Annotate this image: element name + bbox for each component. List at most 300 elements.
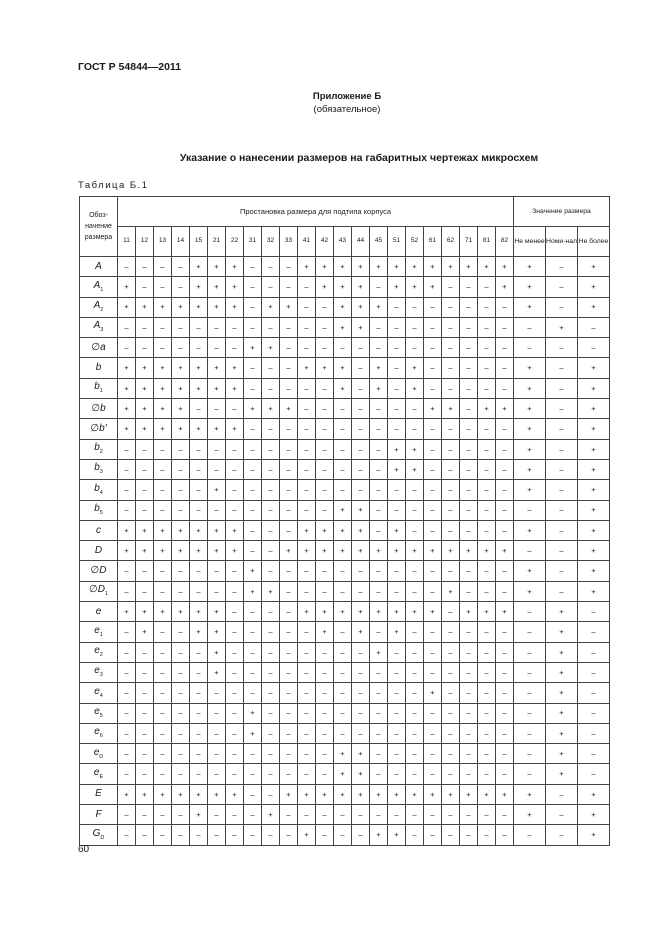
mark-cell: + bbox=[352, 784, 370, 804]
mark-cell: + bbox=[496, 784, 514, 804]
mark-cell: + bbox=[262, 399, 280, 419]
value-cell: + bbox=[578, 358, 610, 378]
table-row bbox=[80, 805, 610, 825]
mark-cell: + bbox=[460, 257, 478, 277]
value-cell: – bbox=[578, 317, 610, 337]
mark-cell: + bbox=[172, 297, 190, 317]
designation-base: b bbox=[94, 502, 100, 514]
value-cell: + bbox=[578, 439, 610, 459]
value-cell: + bbox=[514, 419, 546, 439]
mark-cell: + bbox=[334, 317, 352, 337]
mark-cell: – bbox=[136, 480, 154, 500]
mark-cell: – bbox=[154, 317, 172, 337]
mark-cell: – bbox=[172, 703, 190, 723]
mark-cell: + bbox=[316, 257, 334, 277]
mark-cell: – bbox=[190, 317, 208, 337]
value-cell: + bbox=[514, 277, 546, 297]
mark-cell: – bbox=[388, 642, 406, 662]
mark-cell: – bbox=[496, 439, 514, 459]
mark-cell: – bbox=[226, 561, 244, 581]
mark-cell: + bbox=[244, 581, 262, 601]
mark-cell: – bbox=[244, 439, 262, 459]
mark-cell: – bbox=[118, 642, 136, 662]
value-cell: – bbox=[546, 520, 578, 540]
mark-cell: – bbox=[226, 459, 244, 479]
mark-cell: – bbox=[352, 561, 370, 581]
mark-cell: – bbox=[244, 378, 262, 398]
table-row bbox=[80, 358, 610, 378]
mark-cell: – bbox=[478, 500, 496, 520]
value-cell: + bbox=[514, 561, 546, 581]
mark-cell: – bbox=[262, 784, 280, 804]
mark-cell: – bbox=[460, 662, 478, 682]
mark-cell: – bbox=[334, 825, 352, 845]
designation-cell bbox=[80, 277, 118, 297]
mark-cell: – bbox=[478, 439, 496, 459]
mark-cell: – bbox=[118, 439, 136, 459]
mark-cell: – bbox=[424, 764, 442, 784]
mark-cell: – bbox=[424, 520, 442, 540]
mark-cell: – bbox=[262, 642, 280, 662]
value-cell: – bbox=[546, 784, 578, 804]
subtype-header: 21 bbox=[208, 227, 226, 257]
designation-cell bbox=[80, 703, 118, 723]
mark-cell: – bbox=[406, 399, 424, 419]
mark-cell: – bbox=[352, 723, 370, 743]
mark-cell: – bbox=[370, 703, 388, 723]
mark-cell: – bbox=[406, 825, 424, 845]
mark-cell: – bbox=[478, 277, 496, 297]
mark-cell: – bbox=[262, 561, 280, 581]
mark-cell: + bbox=[406, 439, 424, 459]
mark-cell: – bbox=[298, 683, 316, 703]
value-cell: + bbox=[546, 764, 578, 784]
mark-cell: – bbox=[226, 764, 244, 784]
mark-cell: – bbox=[370, 480, 388, 500]
mark-cell: + bbox=[226, 419, 244, 439]
table-row bbox=[80, 378, 610, 398]
designation-cell bbox=[80, 459, 118, 479]
mark-cell: – bbox=[460, 459, 478, 479]
mark-cell: – bbox=[118, 500, 136, 520]
mark-cell: + bbox=[208, 480, 226, 500]
mark-cell: – bbox=[316, 561, 334, 581]
mark-cell: + bbox=[280, 399, 298, 419]
value-cell: – bbox=[578, 602, 610, 622]
value-cell: – bbox=[578, 662, 610, 682]
mark-cell: – bbox=[442, 297, 460, 317]
mark-cell: – bbox=[370, 459, 388, 479]
mark-cell: – bbox=[136, 338, 154, 358]
mark-cell: – bbox=[262, 744, 280, 764]
mark-cell: – bbox=[478, 581, 496, 601]
designation-base: e bbox=[94, 726, 100, 738]
mark-cell: – bbox=[460, 520, 478, 540]
mark-cell: – bbox=[460, 805, 478, 825]
designation-base: b bbox=[94, 381, 100, 393]
mark-cell: – bbox=[172, 459, 190, 479]
mark-cell: – bbox=[136, 744, 154, 764]
mark-cell: + bbox=[334, 520, 352, 540]
mark-cell: + bbox=[406, 459, 424, 479]
mark-cell: + bbox=[118, 277, 136, 297]
mark-cell: – bbox=[442, 683, 460, 703]
value-cell: – bbox=[546, 480, 578, 500]
designation-base: e bbox=[94, 685, 100, 697]
mark-cell: + bbox=[226, 257, 244, 277]
mark-cell: – bbox=[244, 764, 262, 784]
mark-cell: – bbox=[298, 561, 316, 581]
mark-cell: – bbox=[406, 723, 424, 743]
mark-cell: – bbox=[478, 642, 496, 662]
mark-cell: – bbox=[316, 683, 334, 703]
mark-cell: – bbox=[244, 358, 262, 378]
mark-cell: – bbox=[136, 257, 154, 277]
mark-cell: – bbox=[190, 581, 208, 601]
mark-cell: – bbox=[388, 561, 406, 581]
mark-cell: + bbox=[424, 277, 442, 297]
mark-cell: + bbox=[154, 784, 172, 804]
mark-cell: – bbox=[424, 338, 442, 358]
designation-cell bbox=[80, 825, 118, 845]
mark-cell: – bbox=[262, 459, 280, 479]
value-cell: + bbox=[546, 642, 578, 662]
mark-cell: – bbox=[244, 784, 262, 804]
mark-cell: + bbox=[298, 358, 316, 378]
mark-cell: – bbox=[190, 439, 208, 459]
mark-cell: – bbox=[460, 297, 478, 317]
mark-cell: – bbox=[496, 805, 514, 825]
mark-cell: – bbox=[424, 480, 442, 500]
mark-cell: – bbox=[370, 805, 388, 825]
designation-cell bbox=[80, 642, 118, 662]
mark-cell: + bbox=[334, 541, 352, 561]
header-value: Значение размера bbox=[514, 197, 610, 227]
value-cell: + bbox=[578, 257, 610, 277]
value-cell: + bbox=[546, 723, 578, 743]
mark-cell: – bbox=[280, 825, 298, 845]
mark-cell: + bbox=[424, 399, 442, 419]
mark-cell: + bbox=[496, 602, 514, 622]
mark-cell: – bbox=[190, 683, 208, 703]
mark-cell: + bbox=[298, 257, 316, 277]
mark-cell: – bbox=[280, 480, 298, 500]
header-subtypes: Простановка размера для подтипа корпуса bbox=[118, 197, 514, 227]
mark-cell: + bbox=[298, 541, 316, 561]
mark-cell: – bbox=[298, 662, 316, 682]
mark-cell: – bbox=[496, 744, 514, 764]
mark-cell: – bbox=[208, 338, 226, 358]
mark-cell: – bbox=[226, 703, 244, 723]
mark-cell: + bbox=[352, 317, 370, 337]
mark-cell: – bbox=[298, 703, 316, 723]
mark-cell: + bbox=[226, 297, 244, 317]
mark-cell: – bbox=[280, 602, 298, 622]
mark-cell: – bbox=[190, 723, 208, 743]
mark-cell: – bbox=[172, 683, 190, 703]
subtype-header: 71 bbox=[460, 227, 478, 257]
mark-cell: + bbox=[244, 399, 262, 419]
mark-cell: – bbox=[136, 500, 154, 520]
value-cell: – bbox=[578, 642, 610, 662]
value-cell: + bbox=[578, 541, 610, 561]
mark-cell: – bbox=[460, 399, 478, 419]
mark-cell: – bbox=[226, 581, 244, 601]
mark-cell: – bbox=[262, 825, 280, 845]
mark-cell: – bbox=[496, 642, 514, 662]
value-cell: + bbox=[546, 703, 578, 723]
mark-cell: – bbox=[244, 317, 262, 337]
mark-cell: – bbox=[280, 622, 298, 642]
mark-cell: – bbox=[208, 581, 226, 601]
mark-cell: – bbox=[136, 825, 154, 845]
mark-cell: – bbox=[244, 825, 262, 845]
mark-cell: – bbox=[424, 378, 442, 398]
mark-cell: – bbox=[118, 825, 136, 845]
mark-cell: – bbox=[244, 277, 262, 297]
mark-cell: + bbox=[190, 602, 208, 622]
subtype-header: 41 bbox=[298, 227, 316, 257]
mark-cell: + bbox=[118, 520, 136, 540]
mark-cell: – bbox=[478, 459, 496, 479]
mark-cell: – bbox=[244, 297, 262, 317]
mark-cell: – bbox=[190, 642, 208, 662]
mark-cell: – bbox=[460, 378, 478, 398]
table-row bbox=[80, 419, 610, 439]
mark-cell: – bbox=[298, 642, 316, 662]
mark-cell: – bbox=[406, 561, 424, 581]
mark-cell: + bbox=[370, 297, 388, 317]
mark-cell: + bbox=[406, 541, 424, 561]
mark-cell: – bbox=[262, 622, 280, 642]
mark-cell: + bbox=[460, 541, 478, 561]
mark-cell: + bbox=[352, 520, 370, 540]
designation-cell bbox=[80, 439, 118, 459]
mark-cell: – bbox=[496, 683, 514, 703]
mark-cell: – bbox=[334, 561, 352, 581]
mark-cell: + bbox=[226, 378, 244, 398]
mark-cell: + bbox=[334, 277, 352, 297]
mark-cell: + bbox=[118, 399, 136, 419]
table-row bbox=[80, 338, 610, 358]
mark-cell: – bbox=[478, 358, 496, 378]
designation-cell bbox=[80, 257, 118, 277]
value-cell: + bbox=[514, 459, 546, 479]
mark-cell: – bbox=[208, 399, 226, 419]
mark-cell: + bbox=[370, 358, 388, 378]
mark-cell: + bbox=[352, 622, 370, 642]
mark-cell: – bbox=[460, 642, 478, 662]
mark-cell: + bbox=[154, 520, 172, 540]
mark-cell: – bbox=[244, 662, 262, 682]
mark-cell: – bbox=[424, 744, 442, 764]
mark-cell: – bbox=[154, 480, 172, 500]
mark-cell: – bbox=[496, 500, 514, 520]
value-cell: – bbox=[514, 744, 546, 764]
value-cell: – bbox=[546, 459, 578, 479]
value-cell: – bbox=[514, 703, 546, 723]
mark-cell: – bbox=[226, 805, 244, 825]
designation-cell bbox=[80, 378, 118, 398]
mark-cell: + bbox=[424, 784, 442, 804]
mark-cell: – bbox=[370, 581, 388, 601]
mark-cell: – bbox=[334, 642, 352, 662]
mark-cell: – bbox=[316, 723, 334, 743]
mark-cell: – bbox=[280, 561, 298, 581]
mark-cell: – bbox=[460, 439, 478, 459]
mark-cell: – bbox=[298, 399, 316, 419]
mark-cell: – bbox=[406, 317, 424, 337]
mark-cell: + bbox=[316, 358, 334, 378]
mark-cell: – bbox=[460, 277, 478, 297]
mark-cell: – bbox=[478, 297, 496, 317]
mark-cell: + bbox=[388, 520, 406, 540]
designation-index: 5 bbox=[99, 712, 103, 719]
mark-cell: – bbox=[424, 703, 442, 723]
mark-cell: – bbox=[478, 744, 496, 764]
designation-index: 3 bbox=[99, 672, 103, 679]
mark-cell: + bbox=[262, 581, 280, 601]
table-row bbox=[80, 257, 610, 277]
diameter-symbol: ∅ bbox=[91, 341, 101, 353]
designation-base: b bbox=[100, 402, 106, 414]
mark-cell: – bbox=[172, 317, 190, 337]
mark-cell: – bbox=[208, 744, 226, 764]
designation-base: G bbox=[92, 827, 101, 839]
mark-cell: – bbox=[496, 561, 514, 581]
mark-cell: + bbox=[208, 520, 226, 540]
mark-cell: – bbox=[424, 642, 442, 662]
mark-cell: – bbox=[262, 520, 280, 540]
table-row bbox=[80, 642, 610, 662]
mark-cell: – bbox=[190, 764, 208, 784]
mark-cell: + bbox=[190, 378, 208, 398]
table-label: Таблица Б.1 bbox=[78, 180, 149, 191]
mark-cell: – bbox=[280, 581, 298, 601]
mark-cell: – bbox=[406, 520, 424, 540]
table-row bbox=[80, 541, 610, 561]
designation-index: 2 bbox=[99, 449, 103, 456]
mark-cell: – bbox=[136, 642, 154, 662]
mark-cell: – bbox=[424, 500, 442, 520]
designation-index: 1 bbox=[100, 286, 104, 293]
mark-cell: – bbox=[316, 764, 334, 784]
designation-cell bbox=[80, 561, 118, 581]
designation-index: 1 bbox=[99, 388, 103, 395]
mark-cell: – bbox=[118, 338, 136, 358]
mark-cell: + bbox=[334, 500, 352, 520]
mark-cell: – bbox=[280, 662, 298, 682]
mark-cell: – bbox=[190, 825, 208, 845]
designation-index: 4 bbox=[99, 489, 103, 496]
mark-cell: + bbox=[316, 541, 334, 561]
mark-cell: + bbox=[478, 784, 496, 804]
mark-cell: – bbox=[388, 500, 406, 520]
mark-cell: – bbox=[460, 683, 478, 703]
mark-cell: + bbox=[154, 602, 172, 622]
mark-cell: + bbox=[136, 520, 154, 540]
designation-cell bbox=[80, 784, 118, 804]
mark-cell: – bbox=[406, 581, 424, 601]
mark-cell: + bbox=[190, 419, 208, 439]
mark-cell: – bbox=[496, 581, 514, 601]
value-cell: – bbox=[546, 805, 578, 825]
mark-cell: – bbox=[316, 439, 334, 459]
value-cell: + bbox=[514, 439, 546, 459]
mark-cell: – bbox=[496, 358, 514, 378]
value-cell: + bbox=[578, 277, 610, 297]
mark-cell: – bbox=[172, 257, 190, 277]
value-cell: – bbox=[514, 683, 546, 703]
mark-cell: – bbox=[334, 683, 352, 703]
mark-cell: + bbox=[334, 257, 352, 277]
designation-base: e bbox=[94, 645, 100, 657]
mark-cell: – bbox=[352, 459, 370, 479]
value-cell: – bbox=[514, 825, 546, 845]
designation-cell bbox=[80, 297, 118, 317]
mark-cell: – bbox=[496, 480, 514, 500]
value-cell: – bbox=[514, 541, 546, 561]
mark-cell: – bbox=[316, 825, 334, 845]
table-row bbox=[80, 439, 610, 459]
value-cell: + bbox=[514, 520, 546, 540]
mark-cell: – bbox=[388, 744, 406, 764]
mark-cell: – bbox=[154, 703, 172, 723]
mark-cell: + bbox=[316, 520, 334, 540]
mark-cell: – bbox=[370, 277, 388, 297]
table-row bbox=[80, 459, 610, 479]
designation-base: b′ bbox=[99, 423, 107, 435]
mark-cell: – bbox=[208, 439, 226, 459]
mark-cell: – bbox=[496, 338, 514, 358]
value-cell: – bbox=[578, 683, 610, 703]
mark-cell: – bbox=[172, 480, 190, 500]
mark-cell: – bbox=[190, 500, 208, 520]
subtype-header: 61 bbox=[424, 227, 442, 257]
mark-cell: – bbox=[334, 723, 352, 743]
mark-cell: + bbox=[424, 541, 442, 561]
value-cell: + bbox=[578, 419, 610, 439]
designation-base: A bbox=[93, 299, 101, 311]
mark-cell: – bbox=[280, 805, 298, 825]
mark-cell: + bbox=[208, 378, 226, 398]
mark-cell: – bbox=[406, 297, 424, 317]
subtype-header: 42 bbox=[316, 227, 334, 257]
mark-cell: + bbox=[478, 602, 496, 622]
mark-cell: – bbox=[298, 277, 316, 297]
value-cell: + bbox=[514, 378, 546, 398]
designation-cell bbox=[80, 683, 118, 703]
mark-cell: + bbox=[496, 277, 514, 297]
designation-base: A bbox=[93, 320, 101, 332]
subtype-header: 51 bbox=[388, 227, 406, 257]
mark-cell: – bbox=[352, 825, 370, 845]
mark-cell: + bbox=[208, 257, 226, 277]
mark-cell: – bbox=[154, 257, 172, 277]
value-cell: + bbox=[514, 784, 546, 804]
value-header: Не более bbox=[578, 227, 610, 257]
mark-cell: + bbox=[478, 541, 496, 561]
mark-cell: – bbox=[370, 399, 388, 419]
mark-cell: – bbox=[334, 439, 352, 459]
mark-cell: + bbox=[172, 602, 190, 622]
mark-cell: – bbox=[370, 622, 388, 642]
value-cell: – bbox=[514, 317, 546, 337]
mark-cell: – bbox=[352, 703, 370, 723]
diameter-symbol: ∅ bbox=[90, 565, 100, 577]
value-cell: + bbox=[578, 561, 610, 581]
mark-cell: – bbox=[172, 500, 190, 520]
